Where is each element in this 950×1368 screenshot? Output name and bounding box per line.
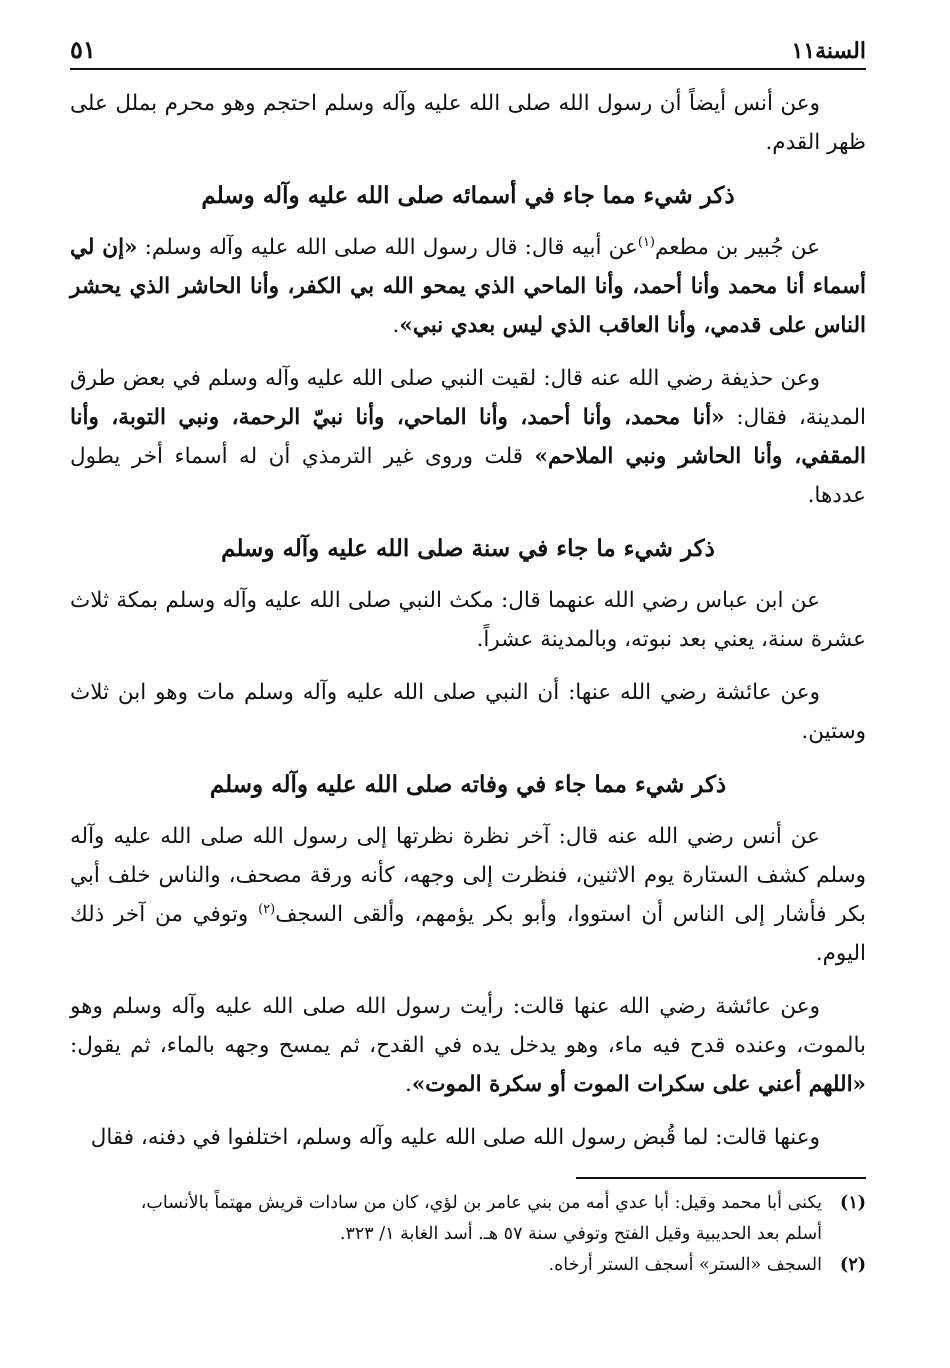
page-number: ٥١	[70, 35, 96, 64]
text-run: عن أبيه قال: قال رسول الله صلى الله عليه وآله وسلم:	[137, 235, 638, 260]
section-heading-names: ذكر شيء مما جاء في أسمائه صلى الله عليه وآله وسلم	[201, 182, 735, 209]
book-page	[70, 0, 866, 1368]
section-heading-death: ذكر شيء مما جاء في وفاته صلى الله عليه وآله وسلم	[209, 771, 727, 798]
hadith-quote: «اللهم أعني على سكرات الموت أو سكرة الموت»	[411, 1072, 866, 1097]
text-run: عن جُبير بن مطعم	[655, 235, 821, 260]
footnote-number: (١)	[840, 1193, 866, 1213]
footnote-ref: (١)	[637, 234, 655, 250]
text-run: وتوفي من آخر ذلك اليوم.	[70, 902, 866, 966]
footnote-text: يكنى أبا محمد وقيل: أبا عدي أمه من بني عامر بن لؤي، كان من سادات قريش مهتماً بالأنساب،	[140, 1193, 822, 1213]
paragraph	[70, 228, 866, 345]
text-run: عن أنس رضي الله عنه قال: آخر نظرة نظرتها إلى رسول الله صلى الله عليه وآله وسلم كشف الستارة يوم الاثنين، فنظرت إلى وجهه، كأنه ورقة مصحف، والناس خلف أبي بكر فأشار إلى الناس أن استووا، وأبو بكر يؤمهم، وألقى السجف	[70, 824, 866, 927]
footnotes	[70, 1190, 866, 1283]
footnote-ref: (٢)	[258, 901, 276, 917]
text-run: قلت وروى غير الترمذي أن له أسماء أخر يطول عددها.	[70, 444, 866, 508]
hadith-quote: «إن لي أسماء أنا محمد وأنا أحمد، وأنا الماحي الذي يمحو الله بي الكفر، وأنا الحاشر الذي يحشر الناس على قدمي، وأنا العاقب الذي ليس بعدي نبي»	[70, 235, 866, 338]
footnote	[70, 1252, 866, 1279]
text-run: .	[392, 313, 400, 338]
main-text	[70, 84, 866, 1171]
paragraph: وعن أنس أيضاً أن رسول الله صلى الله عليه وآله وسلم احتجم وهو محرم بملل على ظهر القدم.	[70, 91, 866, 155]
footnote-number: (٢)	[840, 1255, 866, 1275]
paragraph: وعنها قالت: لما قُبض رسول الله صلى الله عليه وآله وسلم، اختلفوا في دفنه، فقال	[90, 1125, 820, 1150]
footnote-text: السجف «الستر» أسجف الستر أرخاه.	[548, 1255, 822, 1275]
paragraph: عن ابن عباس رضي الله عنهما قال: مكث النبي صلى الله عليه وآله وسلم بمكة ثلاث عشرة سنة، يعني بعد نبوته، وبالمدينة عشراً.	[70, 588, 866, 652]
footnote	[70, 1190, 866, 1217]
paragraph: وعن عائشة رضي الله عنها: أن النبي صلى الله عليه وآله وسلم مات وهو ابن ثلاث وستين.	[70, 680, 866, 744]
hadith-quote: «أنا محمد، وأنا أحمد، وأنا الماحي، وأنا نبيّ الرحمة، ونبي التوبة، وأنا المقفي، وأنا الحاشر ونبي الملاحم»	[70, 405, 866, 469]
text-run: وعن عائشة رضي الله عنها قالت: رأيت رسول الله صلى الله عليه وآله وسلم وهو بالموت، وعنده قدح فيه ماء، وهو يدخل يده في القدح، ثم يمسح وجهه بالماء، ثم يقول:	[70, 994, 866, 1058]
paragraph	[70, 359, 866, 515]
footnote-text: أسلم بعد الحديبية وقيل الفتح وتوفي سنة ٥٧ هـ. أسد الغابة ١/ ٣٢٣.	[339, 1224, 822, 1244]
section-heading-age: ذكر شيء ما جاء في سنة صلى الله عليه وآله وسلم	[221, 535, 715, 562]
text-run: .	[405, 1072, 412, 1097]
footnote-separator	[576, 1177, 866, 1179]
footnote-continuation	[70, 1221, 866, 1248]
running-title-number: ١١	[791, 38, 816, 64]
page-header	[70, 30, 866, 70]
paragraph	[70, 987, 866, 1104]
paragraph	[70, 817, 866, 973]
running-title-text: السنة	[815, 38, 866, 64]
text-run: وعن حذيفة رضي الله عنه قال: لقيت النبي صلى الله عليه وآله وسلم في بعض طرق المدينة، فقال:	[70, 366, 866, 430]
running-title	[791, 38, 866, 64]
